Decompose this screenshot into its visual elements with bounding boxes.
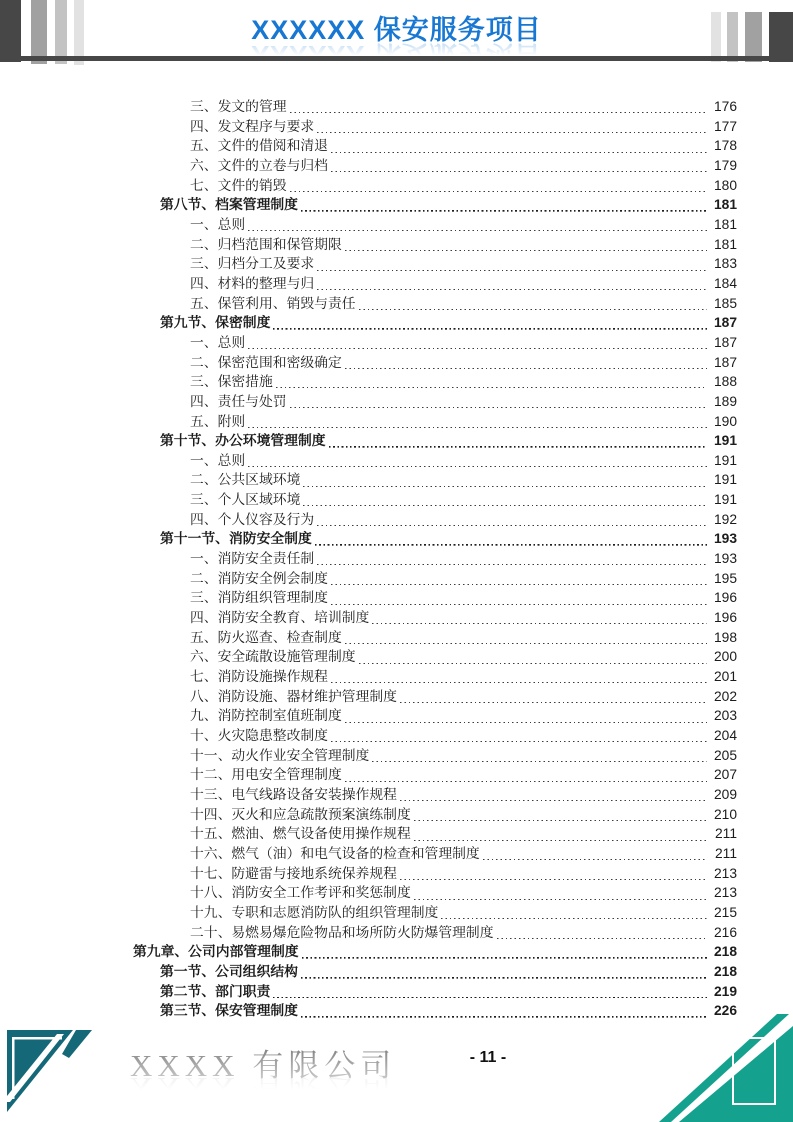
toc-entry-page: 211 [715, 826, 737, 842]
dot-leader [331, 569, 707, 586]
dot-leader [273, 313, 707, 330]
toc-entry-label: 第九节、保密制度 [160, 315, 271, 331]
toc [133, 97, 737, 1021]
dot-leader [273, 982, 707, 999]
toc-entry-label: 十六、燃气（油）和电气设备的检查和管理制度 [190, 845, 480, 861]
toc-entry[interactable] [190, 333, 737, 353]
dot-leader [248, 333, 707, 350]
dot-leader [248, 215, 707, 232]
toc-entry-label: 五、防火巡查、检查制度 [190, 629, 342, 645]
toc-entry[interactable] [190, 274, 737, 294]
dot-leader [345, 235, 707, 252]
toc-entry-label: 二、保密范围和密级确定 [190, 354, 342, 370]
toc-entry-label: 一、总则 [190, 216, 246, 232]
toc-entry[interactable] [190, 254, 737, 274]
toc-entry-page: 189 [713, 393, 737, 409]
toc-entry-page: 193 [713, 531, 737, 547]
toc-entry[interactable] [160, 313, 737, 333]
toc-entry[interactable] [190, 903, 737, 923]
toc-entry-page: 185 [713, 295, 737, 311]
toc-entry-page: 203 [713, 708, 737, 724]
dot-leader [248, 412, 707, 429]
toc-entry-page: 181 [713, 216, 737, 232]
toc-entry[interactable] [190, 294, 737, 314]
toc-entry[interactable] [190, 470, 737, 490]
toc-entry[interactable] [190, 628, 737, 648]
toc-entry-page: 181 [713, 197, 737, 213]
toc-entry[interactable] [190, 923, 737, 943]
toc-entry[interactable] [190, 785, 737, 805]
toc-entry[interactable] [190, 569, 737, 589]
toc-entry[interactable] [190, 647, 737, 667]
toc-entry[interactable] [190, 372, 737, 392]
toc-entry[interactable] [190, 97, 737, 117]
dot-leader [331, 667, 707, 684]
dot-leader [414, 805, 707, 822]
toc-entry-label: 一、总则 [190, 334, 246, 350]
toc-entry-page: 215 [713, 904, 737, 920]
toc-entry-label: 第三节、保安管理制度 [160, 1003, 298, 1019]
toc-entry-page: 187 [713, 334, 737, 350]
dot-leader [372, 746, 707, 763]
toc-entry-label: 十九、专职和志愿消防队的组织管理制度 [190, 904, 439, 920]
toc-entry-label: 五、文件的借阅和清退 [190, 138, 328, 154]
toc-entry[interactable] [160, 982, 737, 1002]
toc-entry-page: 191 [713, 433, 737, 449]
dot-leader [290, 97, 707, 114]
toc-entry-page: 177 [713, 118, 737, 134]
toc-entry-label: 七、文件的销毁 [190, 177, 287, 193]
toc-entry-page: 196 [713, 590, 737, 606]
toc-entry-page: 196 [713, 610, 737, 626]
toc-entry-label: 第十一节、消防安全制度 [160, 531, 312, 547]
toc-entry-page: 187 [713, 315, 737, 331]
toc-entry-label: 八、消防设施、器材维护管理制度 [190, 688, 397, 704]
toc-entry-label: 第一节、公司组织结构 [160, 963, 298, 979]
toc-entry-label: 三、消防组织管理制度 [190, 590, 328, 606]
toc-entry[interactable] [190, 117, 737, 137]
dot-leader [331, 588, 707, 605]
dot-leader [483, 844, 707, 861]
toc-entry[interactable] [190, 746, 737, 766]
dot-leader [317, 254, 707, 271]
dot-leader [317, 549, 707, 566]
toc-entry-page: 211 [715, 845, 737, 861]
footer-corner-decoration-right [645, 1010, 793, 1122]
toc-entry-label: 第八节、档案管理制度 [160, 197, 298, 213]
dot-leader [345, 765, 707, 782]
dot-leader [329, 431, 707, 448]
toc-entry[interactable] [190, 549, 737, 569]
toc-entry-label: 六、文件的立卷与归档 [190, 157, 328, 173]
dot-leader [303, 470, 707, 487]
toc-entry-page: 176 [713, 99, 737, 114]
dot-leader [302, 942, 707, 959]
toc-entry-page: 213 [713, 865, 737, 881]
toc-entry-label: 三、发文的管理 [190, 99, 287, 114]
toc-entry[interactable] [160, 431, 737, 451]
dot-leader [359, 294, 707, 311]
toc-entry-label: 一、消防安全责任制 [190, 551, 315, 567]
toc-entry[interactable] [160, 962, 737, 982]
toc-entry-page: 209 [713, 786, 737, 802]
page-number: - 11 - [469, 1049, 507, 1066]
toc-entry[interactable] [133, 942, 737, 962]
toc-entry-page: 218 [713, 944, 737, 960]
toc-entry-label: 五、附则 [190, 413, 246, 429]
toc-entry-page: 195 [713, 570, 737, 586]
toc-entry[interactable] [160, 529, 737, 549]
toc-entry-page: 190 [713, 413, 737, 429]
toc-entry-page: 210 [713, 806, 737, 822]
toc-entry[interactable] [190, 765, 737, 785]
toc-entry-label: 五、保管利用、销毁与责任 [190, 295, 356, 311]
dot-leader [441, 903, 707, 920]
toc-entry-label: 七、消防设施操作规程 [190, 669, 328, 685]
toc-entry-label: 十二、用电安全管理制度 [190, 767, 342, 783]
toc-entry-page: 207 [713, 767, 737, 783]
toc-entry[interactable] [190, 687, 737, 707]
toc-entry-label: 十八、消防安全工作考评和奖惩制度 [190, 885, 411, 901]
toc-entry-page: 205 [713, 747, 737, 763]
toc-entry-label: 四、发文程序与要求 [190, 118, 315, 134]
toc-entry[interactable] [190, 864, 737, 884]
toc-entry-page: 191 [713, 472, 737, 488]
toc-entry-label: 四、责任与处罚 [190, 393, 287, 409]
toc-entry-page: 192 [713, 511, 737, 527]
toc-entry-page: 191 [713, 452, 737, 468]
toc-entry-page: 187 [713, 354, 737, 370]
toc-entry-page: 181 [713, 236, 737, 252]
toc-entry[interactable] [190, 490, 737, 510]
toc-entry-label: 四、材料的整理与归 [190, 275, 315, 291]
toc-entry[interactable] [190, 451, 737, 471]
toc-entry-label: 十五、燃油、燃气设备使用操作规程 [190, 826, 411, 842]
toc-entry[interactable] [190, 353, 737, 373]
dot-leader [315, 529, 707, 546]
toc-entry-page: 218 [713, 963, 737, 979]
toc-entry-page: 180 [713, 177, 737, 193]
toc-entry-label: 十三、电气线路设备安装操作规程 [190, 786, 397, 802]
toc-entry[interactable] [190, 156, 737, 176]
toc-entry[interactable] [190, 176, 737, 196]
toc-entry[interactable] [190, 824, 737, 844]
document-title: XXXXXX 保安服务项目 [251, 15, 542, 45]
toc-entry[interactable] [190, 136, 737, 156]
toc-entry[interactable] [190, 588, 737, 608]
toc-entry-label: 十七、防避雷与接地系统保养规程 [190, 865, 397, 881]
toc-entry-label: 第二节、部门职责 [160, 983, 271, 999]
toc-entry[interactable] [190, 726, 737, 746]
toc-entry-label: 一、总则 [190, 452, 246, 468]
toc-entry[interactable] [190, 608, 737, 628]
footer-corner-decoration-left [5, 1028, 115, 1118]
toc-entry-label: 二十、易燃易爆危险物品和场所防火防爆管理制度 [190, 924, 494, 940]
dot-leader [331, 156, 707, 173]
dot-leader [400, 687, 707, 704]
toc-entry-label: 二、消防安全例会制度 [190, 570, 328, 586]
toc-entry-page: 200 [713, 649, 737, 665]
toc-entry[interactable] [190, 412, 737, 432]
toc-entry-page: 184 [713, 275, 737, 291]
toc-entry-label: 十一、动火作业安全管理制度 [190, 747, 370, 763]
toc-entry-page: 219 [713, 983, 737, 999]
toc-entry-label: 六、安全疏散设施管理制度 [190, 649, 356, 665]
toc-entry-page: 178 [713, 138, 737, 154]
company-name: XXXX 有限公司 [130, 1040, 396, 1085]
dot-leader [248, 451, 707, 468]
toc-entry-page: 179 [713, 157, 737, 173]
dot-leader [414, 824, 707, 841]
toc-entry[interactable] [190, 805, 737, 825]
toc-entry-label: 十、火灾隐患整改制度 [190, 728, 328, 743]
toc-entry-page: 188 [713, 374, 737, 390]
toc-entry[interactable] [160, 195, 737, 215]
toc-entry[interactable] [190, 706, 737, 726]
toc-entry[interactable] [190, 510, 737, 530]
toc-entry[interactable] [190, 883, 737, 903]
dot-leader [290, 176, 707, 193]
toc-entry-page: 213 [713, 885, 737, 901]
toc-entry[interactable] [190, 667, 737, 687]
dot-leader [414, 883, 707, 900]
toc-entry-label: 二、公共区域环境 [190, 472, 301, 488]
toc-entry-page: 193 [713, 551, 737, 567]
dot-leader [331, 726, 707, 743]
toc-entry-page: 183 [713, 256, 737, 272]
toc-entry-page: 204 [713, 728, 737, 743]
toc-entry[interactable] [190, 392, 737, 412]
dot-leader [303, 490, 707, 507]
toc-entry-page: 226 [713, 1003, 737, 1019]
dot-leader [400, 785, 707, 802]
dot-leader [317, 117, 707, 134]
toc-entry-page: 191 [713, 492, 737, 508]
toc-entry-label: 四、个人仪容及行为 [190, 511, 315, 527]
dot-leader [345, 628, 707, 645]
dot-leader [301, 962, 707, 979]
toc-entry-label: 九、消防控制室值班制度 [190, 708, 342, 724]
dot-leader [301, 195, 707, 212]
toc-entry[interactable] [190, 215, 737, 235]
toc-entry-label: 十四、灭火和应急疏散预案演练制度 [190, 806, 411, 822]
toc-entry[interactable] [190, 844, 737, 864]
toc-entry-page: 202 [713, 688, 737, 704]
toc-entry[interactable] [190, 235, 737, 255]
toc-entry-label: 三、个人区域环境 [190, 492, 301, 508]
dot-leader [276, 372, 707, 389]
dot-leader [345, 353, 707, 370]
dot-leader [317, 510, 707, 527]
toc-entry-label: 二、归档范围和保管期限 [190, 236, 342, 252]
dot-leader [331, 136, 707, 153]
dot-leader [290, 392, 707, 409]
toc-entry-label: 三、保密措施 [190, 374, 273, 390]
dot-leader [372, 608, 707, 625]
toc-entry-page: 201 [713, 669, 737, 685]
dot-leader [345, 706, 707, 723]
toc-entry-label: 第九章、公司内部管理制度 [133, 944, 299, 960]
toc-entry-label: 三、归档分工及要求 [190, 256, 315, 272]
dot-leader [359, 647, 707, 664]
toc-entry-page: 216 [713, 924, 737, 940]
dot-leader [497, 923, 707, 940]
dot-leader [317, 274, 707, 291]
header-rule [0, 56, 793, 61]
toc-entry-label: 四、消防安全教育、培训制度 [190, 610, 370, 626]
toc-entry-label: 第十节、办公环境管理制度 [160, 433, 326, 449]
dot-leader [400, 864, 707, 881]
toc-entry-page: 198 [713, 629, 737, 645]
